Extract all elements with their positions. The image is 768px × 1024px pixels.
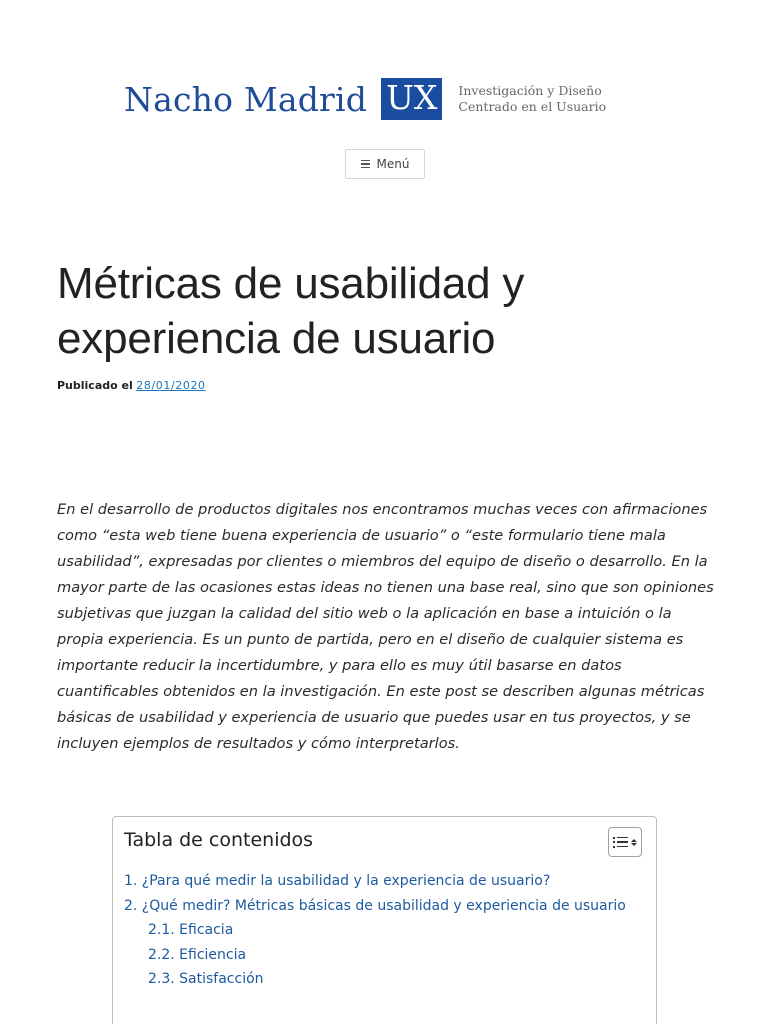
menu-button[interactable] <box>345 149 425 179</box>
list-icon <box>613 837 628 848</box>
toc-item <box>124 943 626 968</box>
logo-tagline <box>458 83 606 115</box>
published-label: Publicado el <box>57 379 133 392</box>
toc-link-que-medir[interactable]: 2. ¿Qué medir? Métricas básicas de usabilidad y experiencia de usuario <box>124 897 626 914</box>
toc-title: Tabla de contenidos <box>124 829 314 851</box>
toc-link-eficacia[interactable]: 2.1. Eficacia <box>148 922 234 938</box>
toc-toggle-button[interactable] <box>608 827 642 857</box>
table-of-contents <box>112 816 657 1024</box>
published-date-link[interactable]: 28/01/2020 <box>136 379 206 392</box>
tagline-line-1: Investigación y Diseño <box>458 83 602 98</box>
entry-meta <box>57 379 206 392</box>
logo-name: Nacho Madrid <box>124 79 368 119</box>
menu-label: Menú <box>376 157 410 171</box>
toc-link-satisfaccion[interactable]: 2.3. Satisfacción <box>148 971 264 987</box>
hamburger-icon <box>361 160 370 168</box>
sort-arrows-icon <box>631 839 637 846</box>
page-title: Métricas de usabilidad y experiencia de usuario <box>57 259 525 363</box>
toc-list <box>124 869 626 992</box>
site-header <box>0 76 768 126</box>
intro-paragraph: En el desarrollo de productos digitales nos encontramos muchas veces con afirmaciones como “esta web tiene buena experiencia de usuario” o “este formulario tiene mala usabilidad”, expresadas por clientes o miembros del equipo de diseño o desarrollo. En la mayor parte de las ocasiones estas ideas no tienen una base real, sino que son opiniones subjetivas que juzgan la calidad del sitio web o la aplicación en base a intuición o la propia experiencia. Es un punto de partida, pero en el diseño de cualquier sistema es importante reducir la incertidumbre, y para ello es muy útil basarse en datos cuantificables obtenidos en la investigación. En este post se describen algunas métricas básicas de usabilidad y experiencia de usuario que puedes usar en tus proyectos, y se incluyen ejemplos de resultados y cómo interpretarlos. <box>57 501 714 752</box>
site-logo[interactable] <box>124 76 606 122</box>
toc-item <box>124 894 626 919</box>
toc-item <box>124 918 626 943</box>
tagline-line-2: Centrado en el Usuario <box>458 99 607 114</box>
toc-link-eficiencia[interactable]: 2.2. Eficiencia <box>148 946 247 963</box>
logo-badge: UX <box>381 78 442 120</box>
toc-link-para-que-medir[interactable]: 1. ¿Para qué medir la usabilidad y la experiencia de usuario? <box>124 873 551 889</box>
toc-item <box>124 869 626 894</box>
toc-item <box>124 967 626 992</box>
